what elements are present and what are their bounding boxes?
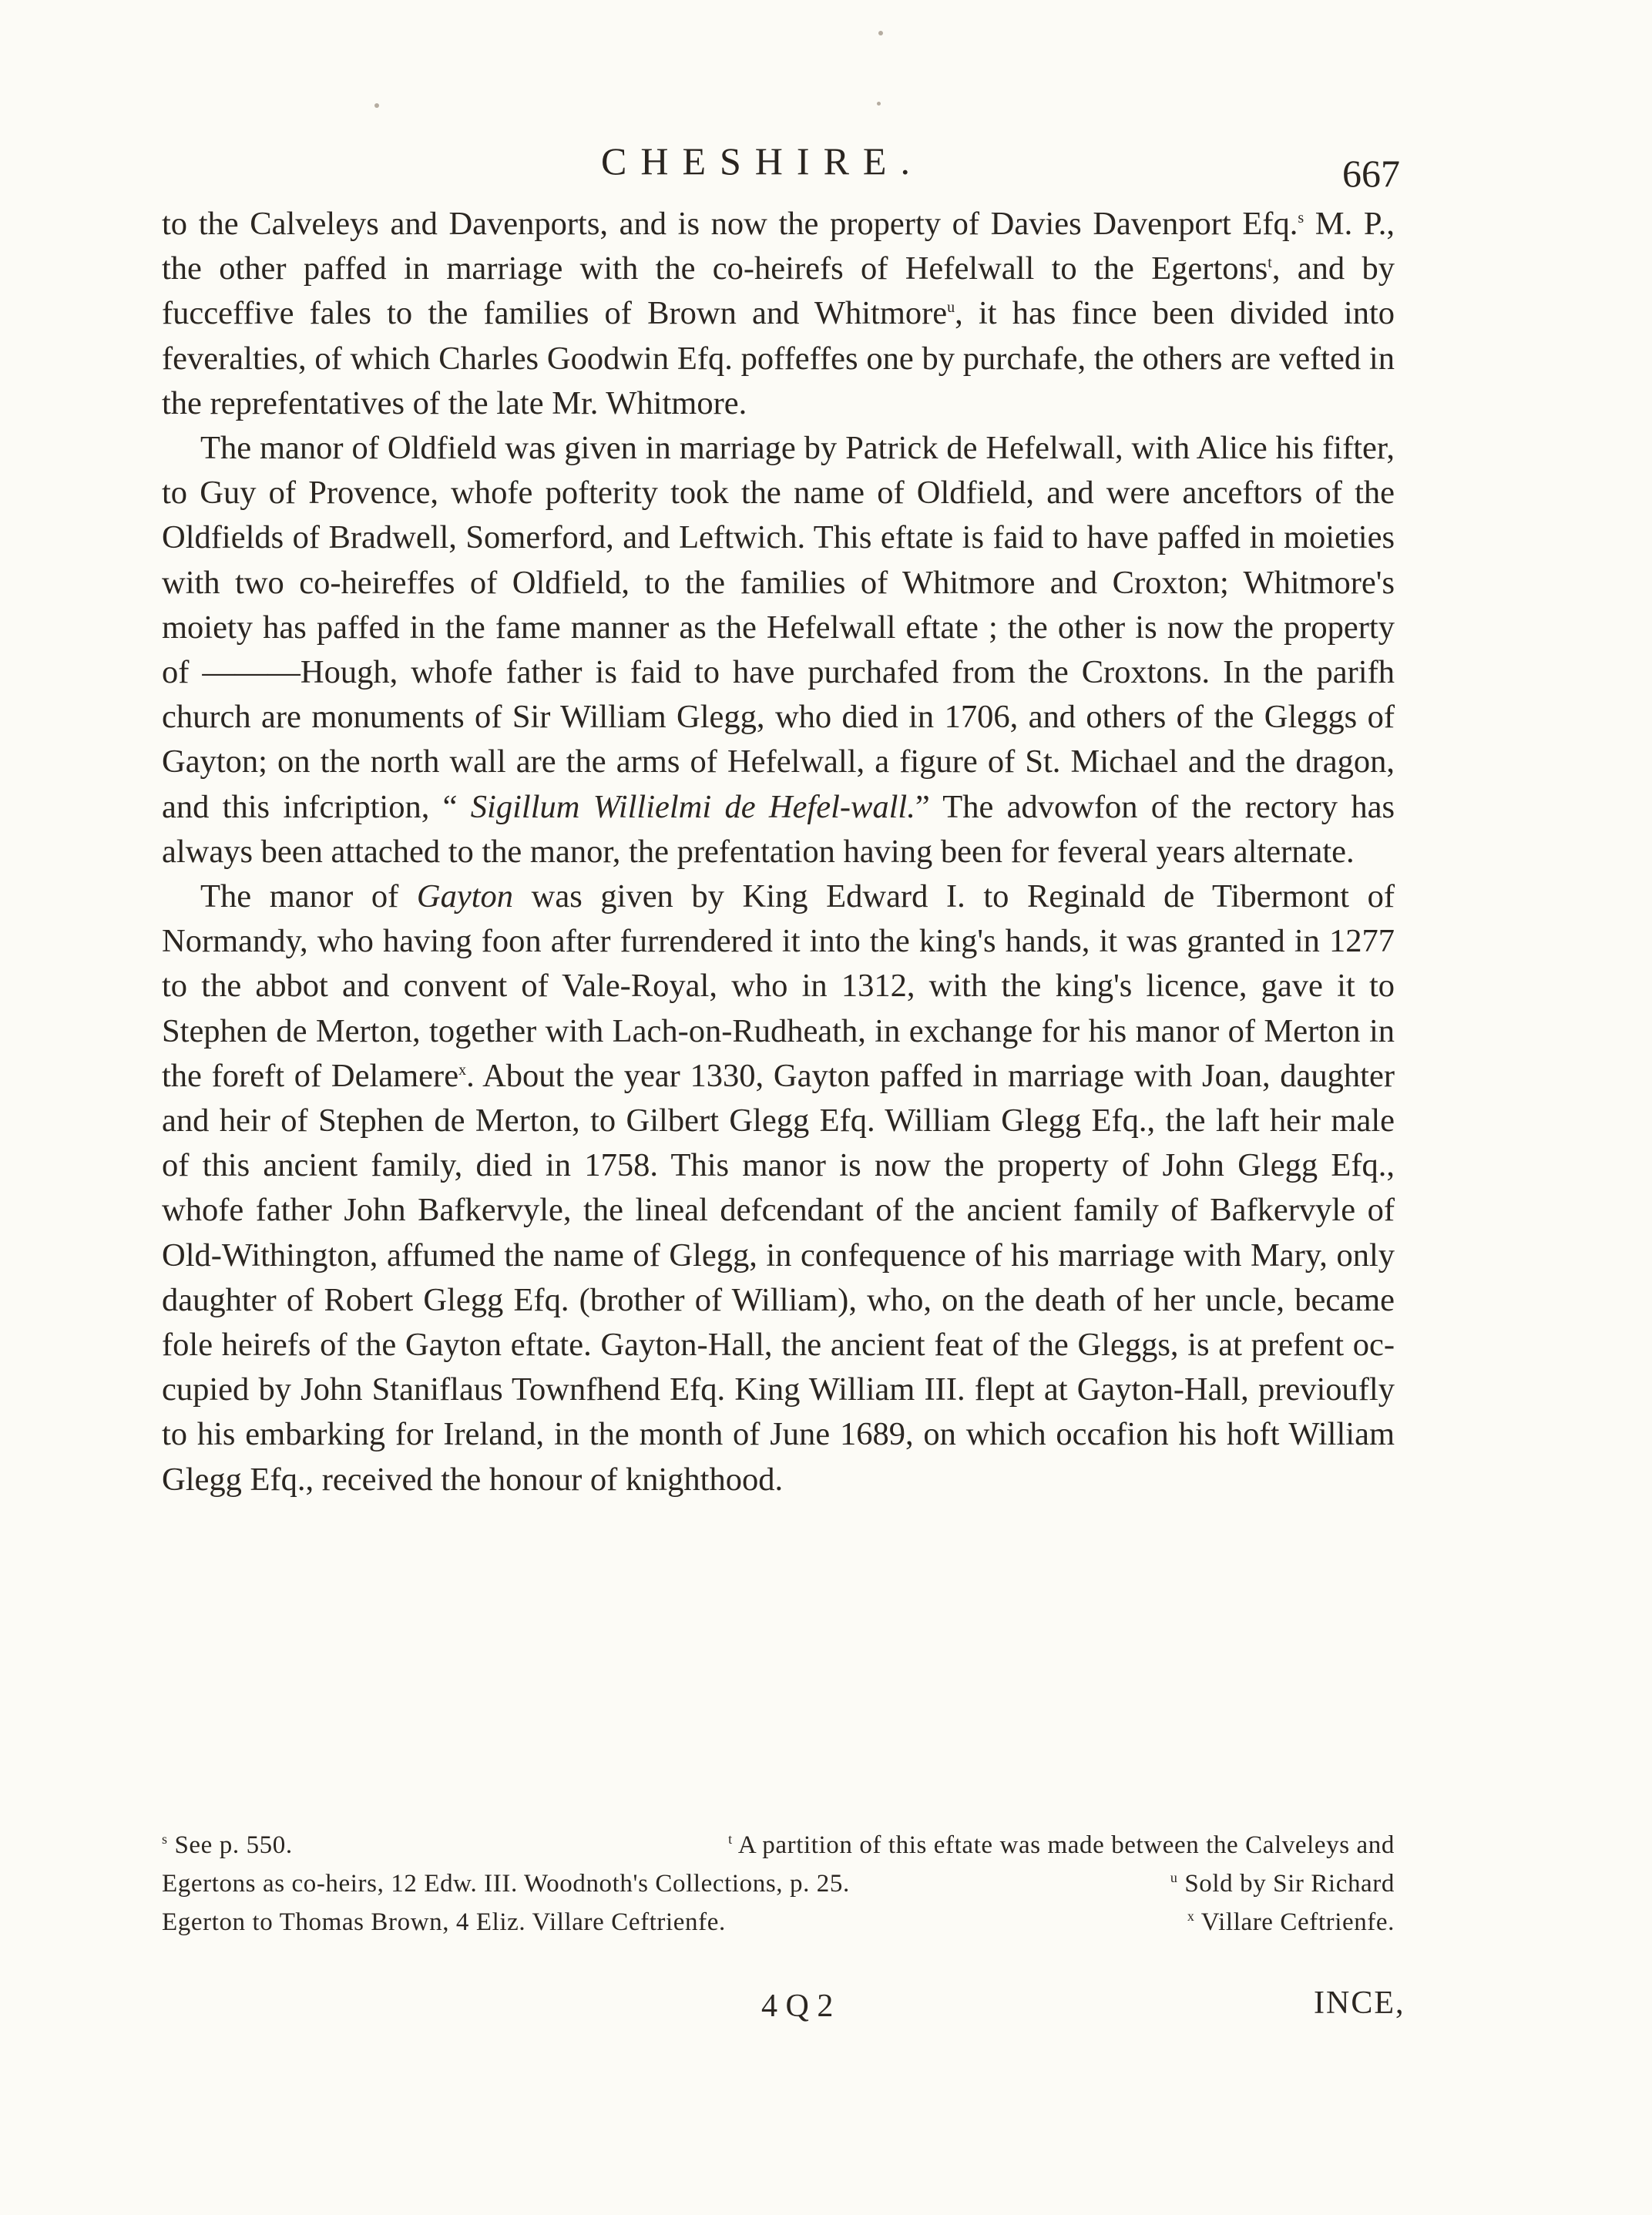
footnote-x — [1187, 1903, 1395, 1941]
footnote-s — [162, 1826, 293, 1864]
footnote-reference: u — [947, 299, 955, 317]
footnote-text: Egertons as co-heirs, 12 Edw. III. Woodnoth's Collections, p. 25. — [162, 1870, 850, 1898]
paragraph-3: The manor of Gayton was given by King Edward I. to Reginald de Tibermont of Normandy, who having foon after furrendered it into the king's hands, it was granted in 1277 to the abbot and convent of Vale-Royal, who in 1312, with the king's licence, gave it to Stephen de Merton, together with Lach-on-Rudheath, in exchange for his manor of Merton in the foreft of Delamere$^x$. About the year 1330, Gayton paffed in marriage with Joan, daughter and heir of Stephen de Merton, to Gilbert Glegg Efq. William Glegg Efq., the laft heir male of this ancient family, died in 1758. This manor is now the property of John Glegg Efq., whofe father John Bafkervyle, the lineal defcendant of the ancient family of Bafkervyle of Old-Withington, affumed the name of Glegg, in confequence of his marriage with Mary, only daughter of Robert Glegg Efq. (brother of William), who, on the death of her uncle, became fole heirefs of the Gayton eftate. Gayton-Hall, the ancient feat of the Gleggs, is at prefent oc-cupied by John Staniflaus Townfhend Efq. King William III. flept at Gayton-Hall, previoufly to his embarking for Ireland, in the month of June 1689, on which occafion his hoft William Glegg Efq., received the honour of knighthood. — [162, 878, 1395, 1498]
paragraph-1: to the Calveleys and Davenports, and is now the property of Davies Davenport Efq.$^s$ M. P., the other paffed in marriage with the co-heirefs of Hefelwall to the Egertons$^t$, and by fucceffive fales to the families of Brown and Whitmore$^u$, it has fince been divided into feveralties, of which Charles Goodwin Efq. poffeffes one by purchafe, the others are vefted in the reprefentatives of the late Mr. Whitmore. — [162, 206, 1395, 421]
page-number: 667 — [1342, 152, 1400, 195]
paper-speck — [878, 31, 883, 35]
italic-text: Gayton — [416, 878, 514, 915]
footnote-reference: t — [1268, 254, 1272, 272]
footnote-line-1 — [162, 1826, 1395, 1864]
footnote-line-2 — [162, 1864, 1395, 1903]
footnote-line-3 — [162, 1903, 1395, 1941]
signature-mark: 4 Q 2 — [761, 1988, 834, 2024]
footnote-u — [1170, 1864, 1395, 1903]
paragraph-2: The manor of Oldfield was given in marriage by Patrick de Hefelwall, with Alice his fifter, to Guy of Provence, whofe pofterity took the name of Oldfield, and were anceftors of the Oldfields of Bradwell, Somerford, and Leftwich. This eftate is faid to have paffed in moieties with two co-heireffes of Oldfield, to the families of Whitmore and Croxton; Whitmore's moiety has paffed in the fame manner as the Hefelwall eftate ; the other is now the property of ———Hough, whofe father is faid to have purchafed from the Croxtons. In the parifh church are monuments of Sir William Glegg, who died in 1706, and others of the Gleggs of Gayton; on the north wall are the arms of Hefelwall, a figure of St. Michael and the dragon, and this infcription, “ Sigillum Willielmi de Hefel-wall.” The advowfon of the rectory has always been attached to the manor, the prefentation having been for feveral years alternate. — [162, 430, 1395, 870]
footnote-text: See p. 550. — [174, 1831, 293, 1859]
footnote-reference: x — [458, 1061, 467, 1079]
footnote-t — [728, 1826, 1395, 1864]
running-head: CHESHIRE. — [601, 139, 924, 183]
footnote-reference: s — [1298, 209, 1304, 227]
footnote-marker: s — [162, 1831, 168, 1847]
footnotes — [162, 1826, 1395, 1941]
footnote-text: Villare Ceftrienfe. — [1200, 1908, 1395, 1936]
paper-speck — [374, 103, 379, 108]
footnote-text: Egerton to Thomas Brown, 4 Eliz. Villare Ceftrienfe. — [162, 1908, 726, 1936]
body-text — [162, 202, 1395, 1502]
paper-speck — [877, 102, 881, 106]
footnote-marker: u — [1170, 1870, 1178, 1885]
footnote-marker: t — [728, 1831, 733, 1847]
footnote-text: A partition of this eftate was made between the Calveleys and — [737, 1831, 1395, 1859]
catchword: INCE, — [1314, 1985, 1405, 2021]
italic-text: Sigillum Willielmi de Hefel-wall. — [470, 788, 915, 825]
footnote-marker: x — [1187, 1908, 1195, 1924]
footnote-text: Sold by Sir Richard — [1184, 1870, 1395, 1898]
